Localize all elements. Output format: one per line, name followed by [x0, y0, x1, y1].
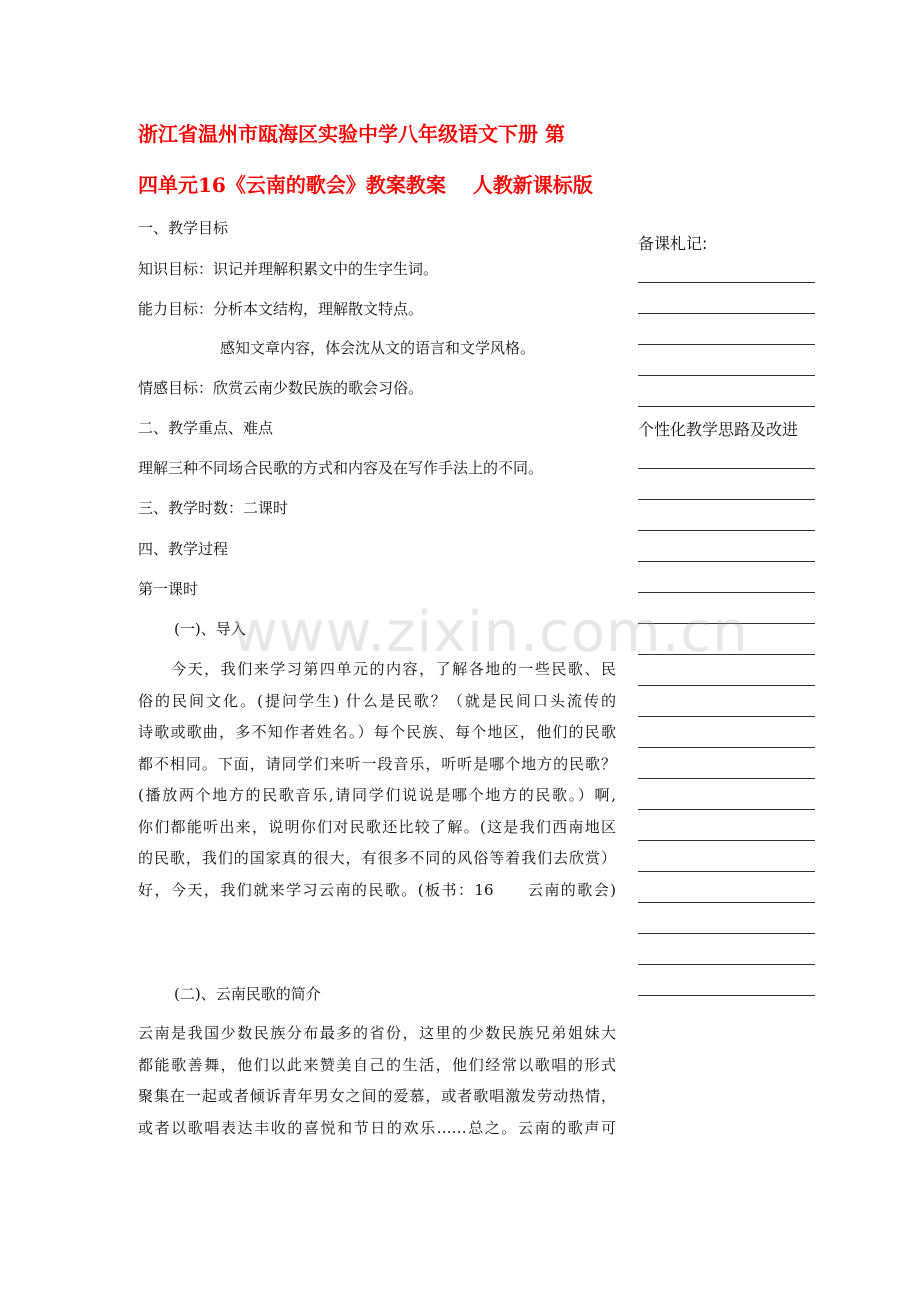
notes-line	[638, 406, 815, 407]
first-lesson-label: 第一课时	[138, 580, 199, 598]
key-points-text: 理解三种不同场合民歌的方式和内容及在写作手法上的不同。	[138, 459, 544, 477]
notes-line	[638, 902, 815, 903]
teaching-ideas-heading: 个性化教学思路及改进	[638, 420, 799, 439]
subsection-yunnan-folk-songs: (二)、云南民歌的简介	[174, 985, 321, 1003]
paragraph-line: 诗歌或歌曲，多不知作者姓名。）每个民族、每个地区，他们的民歌	[138, 723, 616, 741]
notes-line	[638, 716, 815, 717]
notes-line	[638, 933, 815, 934]
section-heading-goals: 一、教学目标	[138, 219, 229, 237]
notes-line	[638, 592, 815, 593]
section-heading-key-points: 二、教学重点、难点	[138, 419, 274, 437]
paragraph-line: 云南是我国少数民族分布最多的省份，这里的少数民族兄弟姐妹大	[138, 1024, 616, 1042]
notes-line	[638, 871, 815, 872]
knowledge-goal: 知识目标：识记并理解积累文中的生字生词。	[138, 260, 439, 278]
paragraph-line: 今天，我们来学习第四单元的内容，了解各地的一些民歌、民	[138, 660, 616, 678]
paragraph-line: 或者以歌唱表达丰收的喜悦和节日的欢乐……总之。云南的歌声可	[138, 1118, 616, 1137]
notes-line	[638, 468, 815, 469]
paragraph-line: 聚集在一起或者倾诉青年男女之间的爱慕，或者歌唱激发劳动热情，	[138, 1087, 616, 1105]
lesson-notes-heading: 备课札记:	[638, 234, 708, 253]
notes-line	[638, 282, 815, 283]
notes-line	[638, 623, 815, 624]
section-heading-hours: 三、教学时数：二课时	[138, 499, 289, 517]
notes-line	[638, 654, 815, 655]
notes-line	[638, 995, 815, 996]
notes-line	[638, 530, 815, 531]
paragraph-line: 都能歌善舞，他们以此来赞美自己的生活，他们经常以歌唱的形式	[138, 1055, 616, 1074]
notes-line	[638, 344, 815, 345]
document-title-line-2: 四单元16《云南的歌会》教案教案 人教新课标版	[138, 173, 593, 197]
notes-line	[638, 840, 815, 841]
ability-goal: 能力目标：分析本文结构，理解散文特点。	[138, 300, 424, 318]
ability-goal-continued: 感知文章内容，体会沈从文的语言和文学风格。	[220, 339, 536, 357]
emotion-goal: 情感目标：欣赏云南少数民族的歌会习俗。	[138, 379, 424, 397]
section-heading-process: 四、教学过程	[138, 540, 229, 558]
introduction-paragraph	[138, 654, 616, 906]
notes-line	[638, 313, 815, 314]
paragraph-line: 的民歌，我们的国家真的很大，有很多不同的风俗等着我们去欣赏）	[138, 849, 616, 867]
paragraph-line: 你们都能听出来，说明你们对民歌还比较了解。(这是我们西南地区	[138, 817, 616, 836]
paragraph-line: (播放两个地方的民歌音乐,请同学们说说是哪个地方的民歌。）啊,	[138, 786, 616, 804]
paragraph-line: 俗的民间文化。(提问学生) 什么是民歌？（就是民间口头流传的	[138, 691, 616, 710]
yunnan-introduction-paragraph	[138, 1018, 616, 1144]
notes-line	[638, 499, 815, 500]
paragraph-line: 都不相同。下面，请同学们来听一段音乐，听听是哪个地方的民歌？	[138, 754, 616, 773]
notes-line	[638, 747, 815, 748]
paragraph-line: 好，今天，我们就来学习云南的民歌。(板书：16 云南的歌会)	[138, 880, 616, 899]
notes-line	[638, 964, 815, 965]
subsection-introduction: (一)、导入	[174, 620, 246, 638]
notes-line	[638, 561, 815, 562]
notes-line	[638, 375, 815, 376]
notes-line	[638, 685, 815, 686]
watermark: www.zixin.com.cn	[232, 600, 749, 665]
notes-line	[638, 809, 815, 810]
document-title-line-1: 浙江省温州市瓯海区实验中学八年级语文下册 第	[138, 122, 565, 146]
notes-line	[638, 778, 815, 779]
